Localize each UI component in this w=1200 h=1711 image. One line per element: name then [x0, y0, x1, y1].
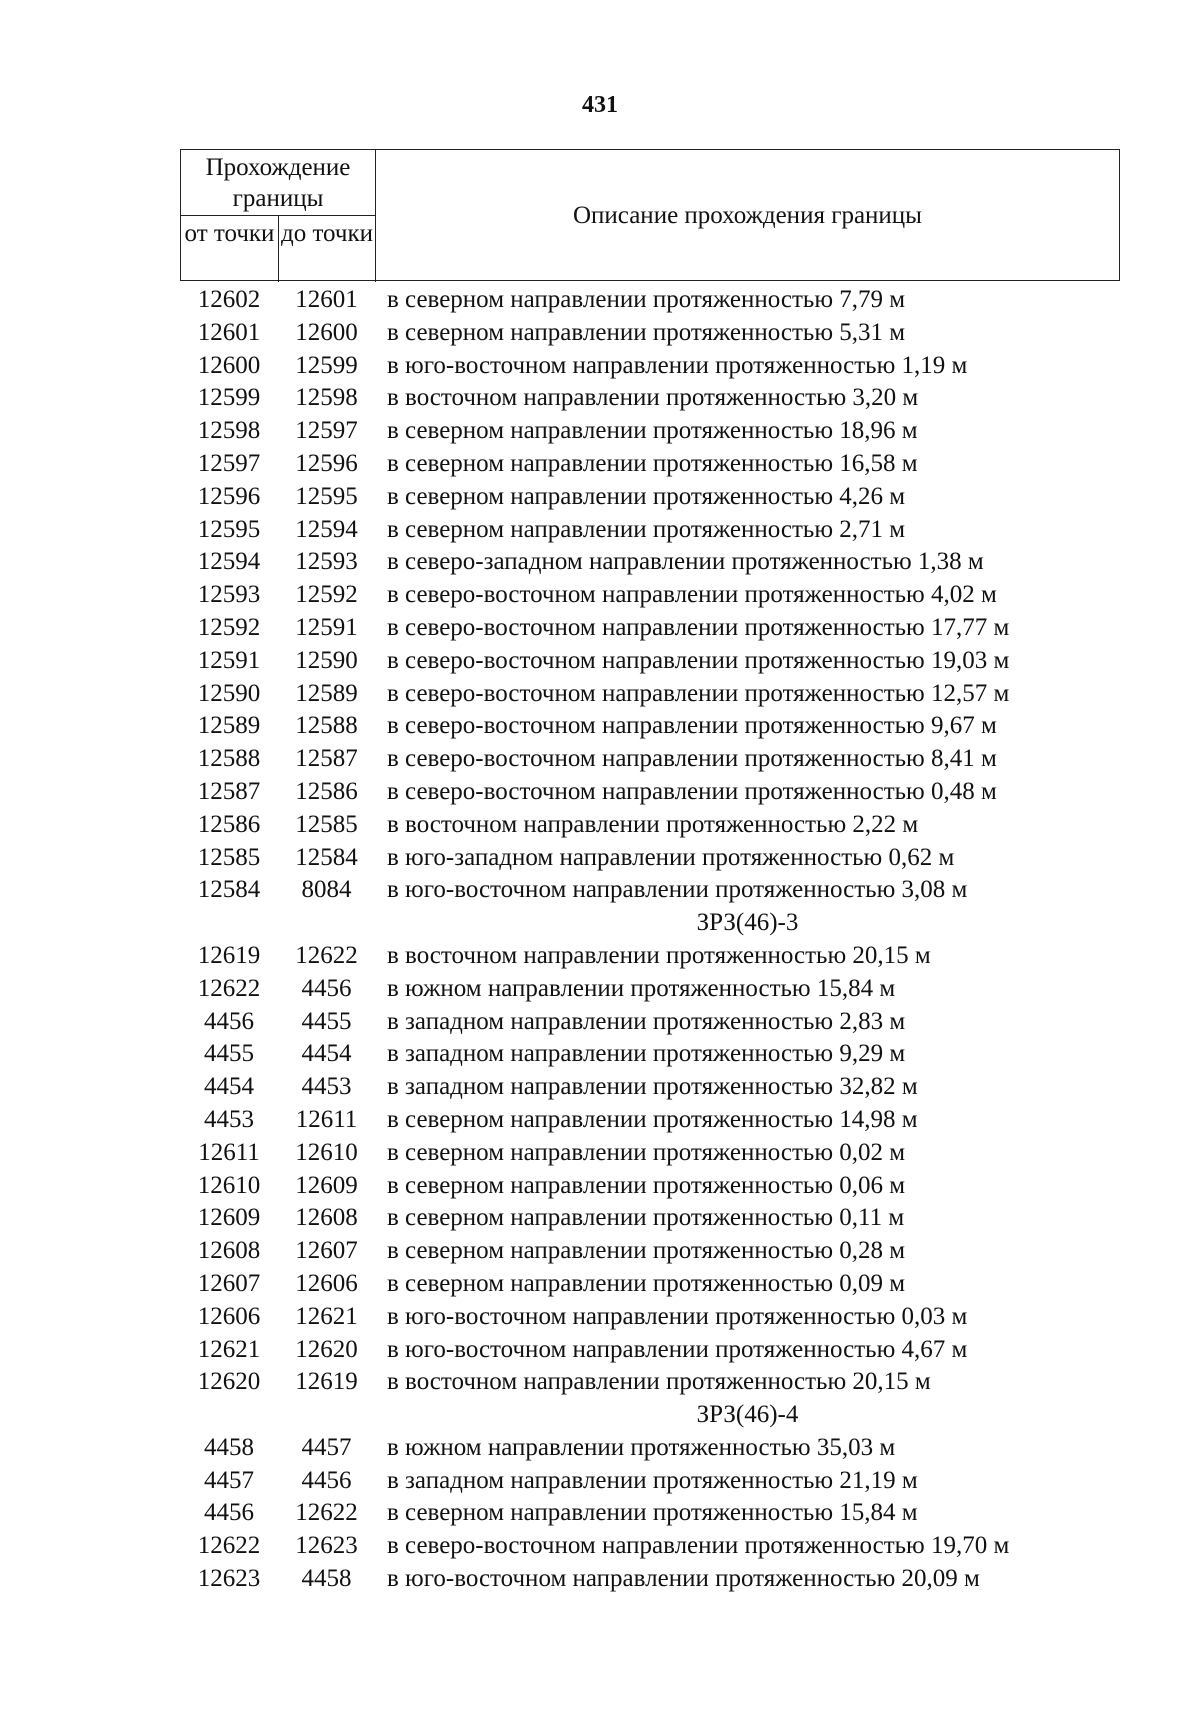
from-point-cell: 12622 [197, 974, 261, 1002]
description-cell: в северном направлении протяженностью 0,09 м [387, 1269, 906, 1297]
table-row [180, 940, 1140, 973]
to-point-cell: 12595 [295, 482, 358, 510]
description-cell: в западном направлении протяженностью 21,19 м [387, 1466, 918, 1494]
section-title: ЗРЗ(46)-3 [696, 909, 799, 937]
table-row [180, 678, 1140, 711]
from-point-cell: 12589 [197, 712, 261, 740]
header-description: Описание прохождения границы [573, 202, 922, 229]
from-point-cell: 4454 [204, 1073, 254, 1101]
description-cell: в восточном направлении протяженностью 20,15 м [387, 1368, 931, 1396]
to-point-cell: 12593 [295, 548, 358, 576]
to-point-cell: 4453 [301, 1073, 352, 1101]
to-point-cell: 12611 [295, 1105, 358, 1133]
to-point-cell: 12591 [295, 613, 358, 641]
to-point-cell: 12606 [295, 1269, 358, 1297]
from-point-cell: 4453 [204, 1105, 254, 1133]
table-row [180, 1104, 1140, 1137]
from-point-cell: 12619 [197, 941, 261, 969]
from-point-cell: 12610 [197, 1171, 261, 1199]
table-row [180, 1235, 1140, 1268]
table-row [180, 317, 1140, 350]
table-row [180, 645, 1140, 678]
from-point-cell: 12608 [197, 1237, 261, 1265]
to-point-cell: 12588 [295, 712, 358, 740]
from-point-cell: 4456 [204, 1499, 254, 1527]
to-point-cell: 12623 [295, 1532, 358, 1560]
description-cell: в северном направлении протяженностью 0,28 м [387, 1237, 906, 1265]
from-point-cell: 12607 [197, 1269, 261, 1297]
table-row [180, 382, 1140, 415]
from-point-cell: 12623 [197, 1565, 261, 1593]
description-cell: в северном направлении протяженностью 0,02 м [387, 1138, 906, 1166]
from-point-cell: 12609 [197, 1204, 261, 1232]
table-body [180, 284, 1140, 1596]
table-row [180, 1497, 1140, 1530]
table-row [180, 1137, 1140, 1170]
to-point-cell: 12607 [295, 1237, 358, 1265]
section-title: ЗРЗ(46)-4 [696, 1401, 799, 1429]
from-point-cell: 12622 [197, 1532, 261, 1560]
table-row [180, 1202, 1140, 1235]
table-row [180, 1301, 1140, 1334]
table-row [180, 1432, 1140, 1465]
to-point-cell: 4456 [301, 1466, 352, 1494]
to-point-cell: 12599 [295, 351, 358, 379]
from-point-cell: 12601 [197, 318, 261, 346]
table-row [180, 1170, 1140, 1203]
description-cell: в северном направлении протяженностью 4,26 м [387, 482, 906, 510]
table-row [180, 415, 1140, 448]
to-point-cell: 12584 [295, 843, 358, 871]
table-row [180, 1465, 1140, 1498]
description-cell: в северном направлении протяженностью 7,79 м [387, 286, 906, 313]
description-cell: в юго-восточном направлении протяженностью 20,09 м [387, 1565, 980, 1593]
to-point-cell: 12596 [295, 449, 358, 477]
from-point-cell: 12621 [197, 1335, 261, 1363]
table-row [180, 1530, 1140, 1563]
table-row [180, 514, 1140, 547]
table-row [180, 448, 1140, 481]
table-row [180, 1334, 1140, 1367]
description-cell: в западном направлении протяженностью 9,29 м [387, 1040, 906, 1068]
table-row [180, 743, 1140, 776]
description-cell: в восточном направлении протяженностью 2,22 м [387, 810, 919, 838]
table-row [180, 579, 1140, 612]
header-to-point: до точки [279, 216, 376, 282]
description-cell: в западном направлении протяженностью 2,83 м [387, 1007, 906, 1035]
to-point-cell: 12597 [295, 417, 358, 445]
from-point-cell: 12585 [197, 843, 261, 871]
description-cell: в северном направлении протяженностью 16,58 м [387, 449, 918, 477]
table-row [180, 1563, 1140, 1596]
to-point-cell: 12601 [295, 286, 358, 313]
table-row [180, 350, 1140, 383]
from-point-cell: 12591 [197, 646, 261, 674]
to-point-cell: 12585 [295, 810, 358, 838]
from-point-cell: 12600 [197, 351, 261, 379]
description-cell: в юго-восточном направлении протяженностью 4,67 м [387, 1335, 968, 1363]
description-cell: в северо-восточном направлении протяженностью 0,48 м [387, 777, 997, 805]
from-point-cell: 12593 [197, 581, 261, 609]
to-point-cell: 4457 [301, 1433, 352, 1461]
to-point-cell: 12609 [295, 1171, 358, 1199]
table-row [180, 1366, 1140, 1399]
from-point-cell: 12596 [197, 482, 261, 510]
description-cell: в западном направлении протяженностью 32,82 м [387, 1073, 918, 1101]
to-point-cell: 12590 [295, 646, 358, 674]
to-point-cell: 12610 [295, 1138, 358, 1166]
description-cell: в северо-восточном направлении протяженностью 9,67 м [387, 712, 997, 740]
description-cell: в северном направлении протяженностью 14,98 м [387, 1105, 918, 1133]
to-point-cell: 12622 [295, 1499, 358, 1527]
from-point-cell: 12586 [197, 810, 261, 838]
description-cell: в северном направлении протяженностью 15,84 м [387, 1499, 918, 1527]
from-point-cell: 12590 [197, 679, 261, 707]
from-point-cell: 12595 [197, 515, 261, 543]
from-point-cell: 12611 [198, 1138, 260, 1166]
description-cell: в северо-восточном направлении протяженностью 8,41 м [387, 745, 997, 773]
description-cell: в северном направлении протяженностью 2,71 м [387, 515, 906, 543]
description-cell: в северном направлении протяженностью 0,06 м [387, 1171, 906, 1199]
table-row [180, 612, 1140, 645]
description-cell: в юго-западном направлении протяженностью 0,62 м [387, 843, 955, 871]
to-point-cell: 4458 [301, 1565, 352, 1593]
to-point-cell: 12594 [295, 515, 358, 543]
from-point-cell: 12584 [197, 876, 261, 904]
table-row [180, 1006, 1140, 1039]
from-point-cell: 12599 [197, 384, 261, 412]
from-point-cell: 12592 [197, 613, 261, 641]
to-point-cell: 12600 [295, 318, 358, 346]
description-cell: в юго-восточном направлении протяженностью 3,08 м [387, 876, 968, 904]
description-cell: в северо-восточном направлении протяженностью 19,03 м [387, 646, 1010, 674]
from-point-cell: 4456 [204, 1007, 254, 1035]
to-point-cell: 4455 [301, 1007, 352, 1035]
from-point-cell: 12594 [197, 548, 261, 576]
description-cell: в северном направлении протяженностью 18,96 м [387, 417, 918, 445]
from-point-cell: 4455 [204, 1040, 254, 1068]
page-number: 431 [582, 92, 618, 118]
description-cell: в восточном направлении протяженностью 3,20 м [387, 384, 919, 412]
from-point-cell: 12620 [197, 1368, 261, 1396]
description-cell: в восточном направлении протяженностью 20,15 м [387, 941, 931, 969]
to-point-cell: 8084 [301, 876, 352, 904]
from-point-cell: 12602 [197, 286, 261, 313]
from-point-cell: 12587 [197, 777, 261, 805]
description-cell: в северо-восточном направлении протяженностью 4,02 м [387, 581, 997, 609]
table-row [180, 1071, 1140, 1104]
description-cell: в северо-восточном направлении протяженностью 19,70 м [387, 1532, 1010, 1560]
table-row [180, 973, 1140, 1006]
header-boundary-passage: Прохождение границы [181, 150, 376, 216]
table-row [180, 874, 1140, 907]
to-point-cell: 12622 [295, 941, 358, 969]
to-point-cell: 12592 [295, 581, 358, 609]
table-row [180, 1038, 1140, 1071]
to-point-cell: 12608 [295, 1204, 358, 1232]
description-cell: в северном направлении протяженностью 0,11 м [387, 1204, 905, 1232]
description-cell: в северо-восточном направлении протяженностью 17,77 м [387, 613, 1010, 641]
table-row [180, 809, 1140, 842]
description-cell: в южном направлении протяженностью 15,84 м [387, 974, 896, 1002]
from-point-cell: 12588 [197, 745, 261, 773]
to-point-cell: 12619 [295, 1368, 358, 1396]
from-point-cell: 4458 [204, 1433, 254, 1461]
to-point-cell: 12586 [295, 777, 358, 805]
header-from-point: от точки [181, 216, 279, 282]
table-row [180, 481, 1140, 514]
to-point-cell: 12598 [295, 384, 358, 412]
description-cell: в северо-восточном направлении протяженностью 12,57 м [387, 679, 1010, 707]
to-point-cell: 4454 [301, 1040, 352, 1068]
to-point-cell: 4456 [301, 974, 352, 1002]
description-cell: в юго-восточном направлении протяженностью 0,03 м [387, 1302, 968, 1330]
to-point-cell: 12589 [295, 679, 358, 707]
table-header [180, 149, 1120, 281]
to-point-cell: 12621 [295, 1302, 358, 1330]
description-cell: в юго-восточном направлении протяженностью 1,19 м [387, 351, 968, 379]
description-cell: в северо-западном направлении протяженностью 1,38 м [387, 548, 984, 576]
table-row [180, 1268, 1140, 1301]
from-point-cell: 4457 [204, 1466, 254, 1494]
table-row [180, 284, 1140, 317]
description-cell: в северном направлении протяженностью 5,31 м [387, 318, 906, 346]
from-point-cell: 12597 [197, 449, 261, 477]
table-row [180, 776, 1140, 809]
to-point-cell: 12620 [295, 1335, 358, 1363]
description-cell: в южном направлении протяженностью 35,03 м [387, 1433, 896, 1461]
from-point-cell: 12606 [197, 1302, 261, 1330]
table-row [180, 546, 1140, 579]
to-point-cell: 12587 [295, 745, 358, 773]
table-row [180, 710, 1140, 743]
from-point-cell: 12598 [197, 417, 261, 445]
table-row [180, 842, 1140, 875]
